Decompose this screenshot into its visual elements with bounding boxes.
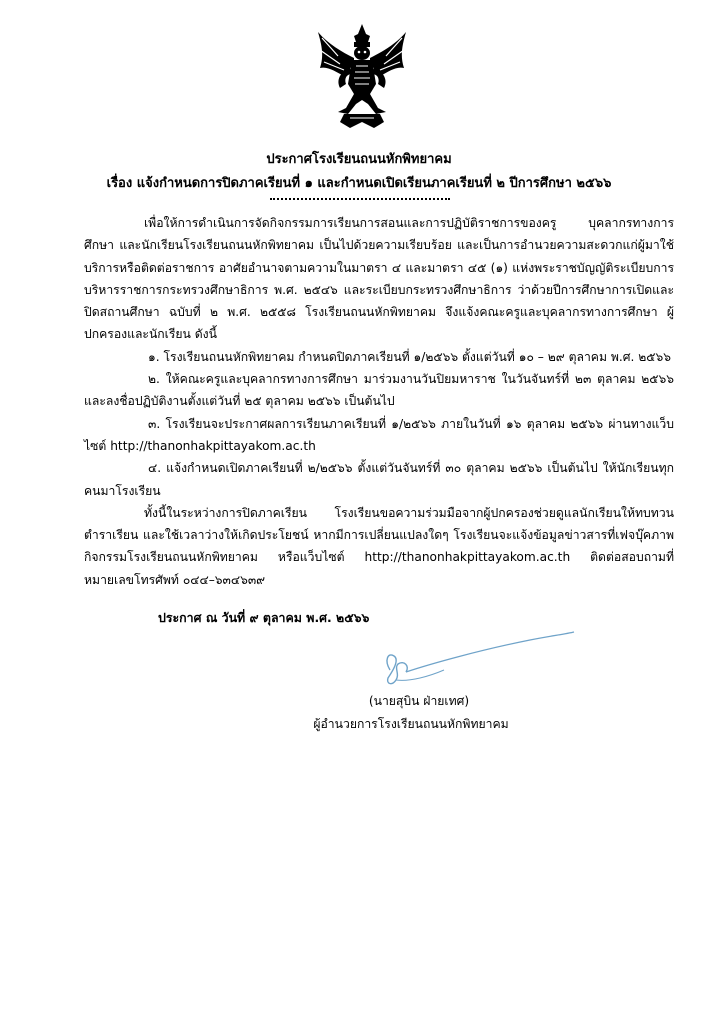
- closing-paragraph: ทั้งนี้ในระหว่างการปิดภาคเรียน โรงเรียนขอความร่วมมือจากผู้ปกครองช่วยดูแลนักเรียนให้ทบทวนตำราเรียน และใช้เวลาว่างให้เกิดประโยชน์ หากมีการเปลี่ยนแปลงใดๆ โรงเรียนจะแจ้งข้อมูลข่าวสารที่เฟจบุ๊คภาพกิจกรรมโรงเรียนถนนหักพิทยาคม หรือแว็บไซต์ http://thanonhakpittayakom.ac.th ติดต่อสอบถามที่หมายเลขโทรศัพท์ ๐๔๔–๖๓๔๖๓๙: [84, 505, 674, 587]
- intro-paragraph: เพื่อให้การดำเนินการจัดกิจกรรมการเรียนการสอนและการปฏิบัติราชการของครู บุคลากรทางการศึกษา และนักเรียนโรงเรียนถนนหักพิทยาคม เป็นไปด้วยความเรียบร้อย และเป็นการอำนวยความสะดวกแก่ผู้มาใช้บริการหรือติดต่อราชการ อาศัยอำนาจตามความในมาตรา ๔ และมาตรา ๔๕ (๑) แห่งพระราชบัญญัติระเบียบการบริหารราชการกระทรวงศึกษาธิการ พ.ศ. ๒๕๔๖ และระเบียบกระทรวงศึกษาธิการ ว่าด้วยปีการศึกษาการเปิดและปิดสถานศึกษา ฉบับที่ ๒ พ.ศ. ๒๕๕๘ โรงเรียนถนนหักพิทยาคม จึงแจ้งคณะครูและบุคลากรทางการศึกษา ผู้ปกครองและนักเรียน ดังนี้: [84, 216, 674, 342]
- list-item-1: ๑. โรงเรียนถนนหักพิทยาคม กำหนดปิดภาคเรียนที่ ๑/๒๕๖๖ ตั้งแต่วันที่ ๑๐ – ๒๙ ตุลาคม พ.ศ. ๒๕๖๖: [148, 349, 671, 364]
- signer-position: ผู้อำนวยการโรงเรียนถนนหักพิทยาคม: [313, 717, 509, 731]
- list-item-4: ๔. แจ้งกำหนดเปิดภาคเรียนที่ ๒/๒๕๖๖ ตั้งแต่วันจันทร์ที่ ๓๐ ตุลาคม ๒๕๖๖ เป็นต้นไป ให้นักเรียนทุกคนมาโรงเรียน: [84, 461, 674, 498]
- list-item-2: ๒. ให้คณะครูและบุคลากรทางการศึกษา มาร่วมงานวันปิยมหาราช ในวันจันทร์ที่ ๒๓ ตุลาคม ๒๕๖๖ และลงชื่อปฏิบัติงานตั้งแต่วันที่ ๒๕ ตุลาคม ๒๕๖๖ เป็นต้นไป: [84, 372, 674, 409]
- dotted-divider: [270, 192, 450, 200]
- list-item-3: ๓. โรงเรียนจะประกาศผลการเรียนภาคเรียนที่ ๑/๒๕๖๖ ภายในวันที่ ๑๖ ตุลาคม ๒๕๖๖ ผ่านทางแว็บไซต์ http://thanonhakpittayakom.ac.th: [84, 416, 674, 453]
- document-body: [84, 212, 674, 591]
- announcement-subject: เรื่อง แจ้งกำหนดการปิดภาคเรียนที่ ๑ และกำหนดเปิดเรียนภาคเรียนที่ ๒ ปีการศึกษา ๒๕๖๖: [106, 176, 612, 191]
- announcement-date: ประกาศ ณ วันที่ ๙ ตุลาคม พ.ศ. ๒๕๖๖: [158, 610, 370, 625]
- garuda-emblem-icon: [314, 22, 410, 130]
- announcement-title: ประกาศโรงเรียนถนนหักพิทยาคม: [266, 152, 452, 167]
- signer-name: (นายสุบิน ฝ่ายเทศ): [368, 694, 470, 708]
- handwritten-signature: [370, 630, 580, 690]
